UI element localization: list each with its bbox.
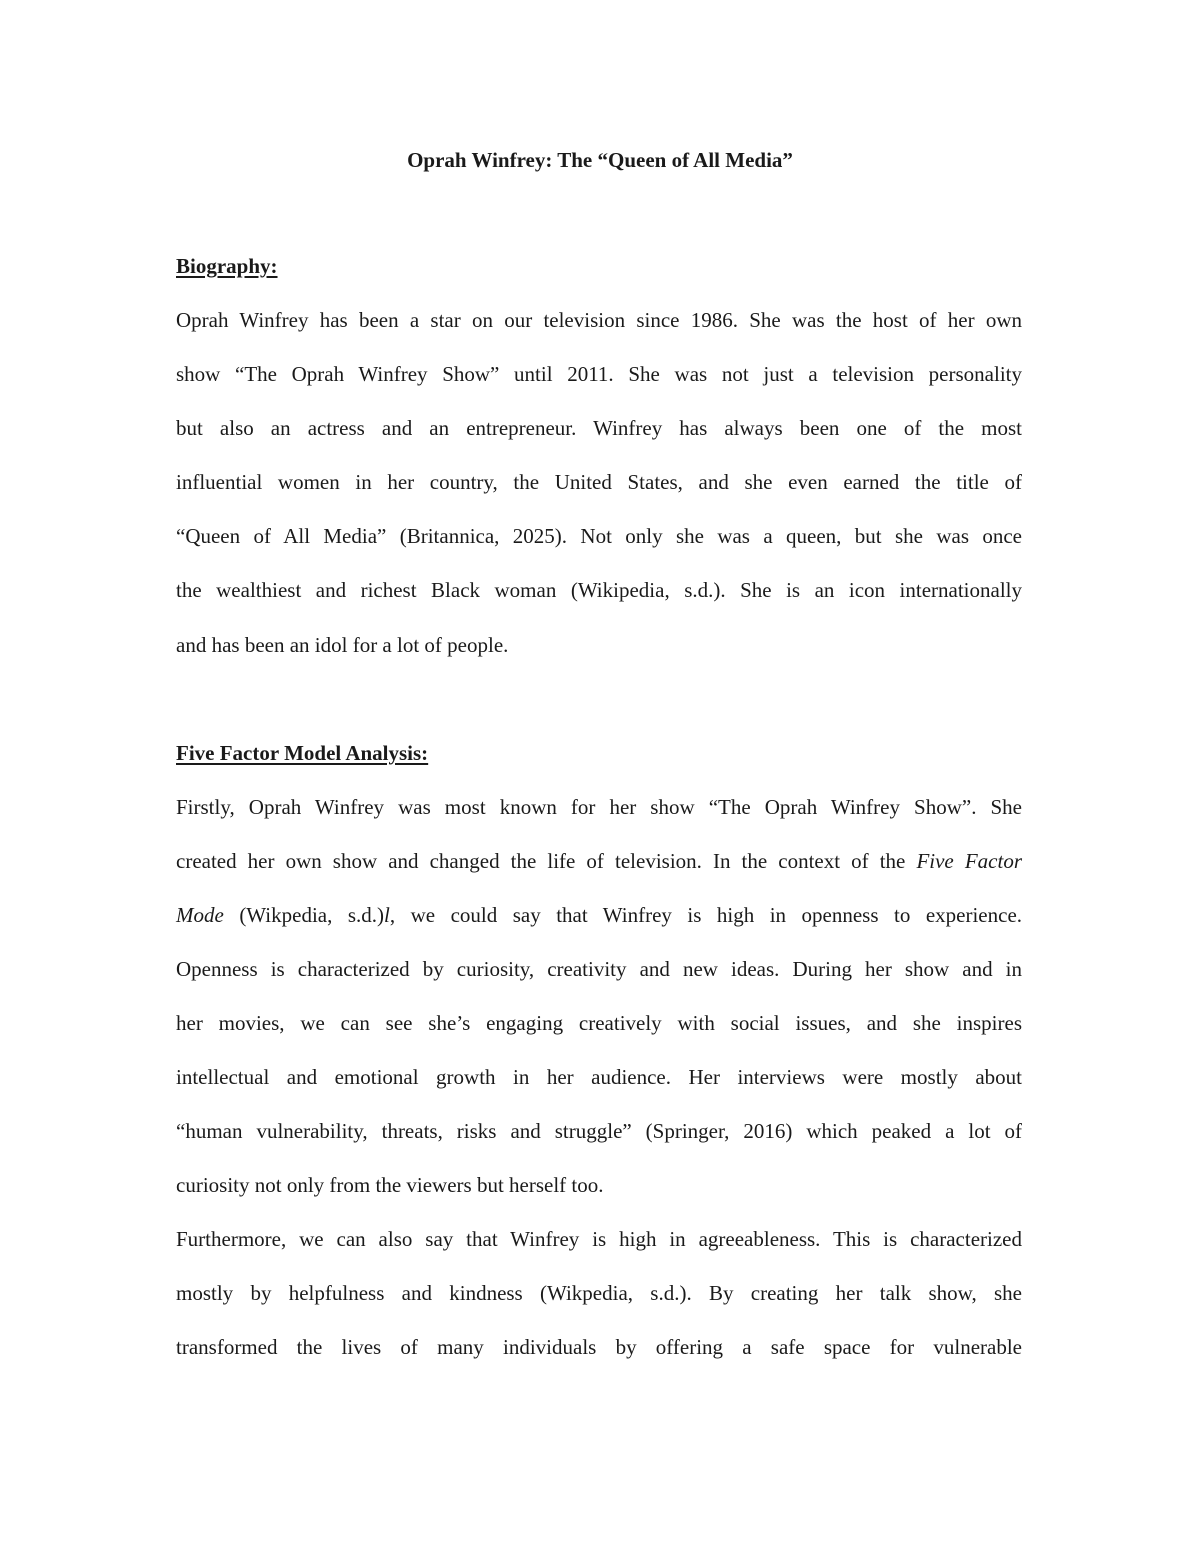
paragraph-line: Firstly, Oprah Winfrey was most known for her show “The Oprah Winfrey Show”. She <box>176 795 1022 819</box>
line-text: , we could say that Winfrey is high in openness to experience. <box>389 903 1023 927</box>
paragraph-line <box>176 900 1022 930</box>
paragraph-line: Furthermore, we can also say that Winfrey is high in agreeableness. This is characterized <box>176 1227 1022 1251</box>
paragraph-line: her movies, we can see she’s engaging creatively with social issues, and she inspires <box>176 1011 1022 1035</box>
paragraph-line: and has been an idol for a lot of people. <box>176 633 509 657</box>
italic-term: Mode <box>176 903 224 927</box>
section-heading-five-factor: Five Factor Model Analysis: <box>176 741 429 765</box>
paragraph-line: curiosity not only from the viewers but herself too. <box>176 1173 604 1197</box>
italic-letter: l <box>384 903 390 927</box>
paragraph-line: intellectual and emotional growth in her audience. Her interviews were mostly about <box>176 1065 1022 1089</box>
document-title: Oprah Winfrey: The “Queen of All Media” <box>407 148 793 172</box>
paragraph-line: “Queen of All Media” (Britannica, 2025). Not only she was a queen, but she was once <box>176 524 1022 548</box>
paragraph-line: mostly by helpfulness and kindness (Wikpedia, s.d.). By creating her talk show, she <box>176 1281 1022 1305</box>
paragraph-line: transformed the lives of many individuals by offering a safe space for vulnerable <box>176 1335 1022 1359</box>
paragraph-line: Oprah Winfrey has been a star on our television since 1986. She was the host of her own <box>176 308 1022 332</box>
paragraph-line: Openness is characterized by curiosity, creativity and new ideas. During her show and in <box>176 957 1022 981</box>
paragraph-line: show “The Oprah Winfrey Show” until 2011. She was not just a television personality <box>176 362 1022 386</box>
paragraph-line: the wealthiest and richest Black woman (Wikipedia, s.d.). She is an icon internationally <box>176 578 1022 602</box>
italic-term: Five Factor <box>916 849 1022 873</box>
paragraph-line: influential women in her country, the United States, and she even earned the title of <box>176 470 1022 494</box>
line-text: created her own show and changed the life of television. In the context of the <box>176 849 917 873</box>
section-heading-biography: Biography: <box>176 254 278 278</box>
paragraph-line: “human vulnerability, threats, risks and struggle” (Springer, 2016) which peaked a lot of <box>176 1119 1022 1143</box>
paragraph-line: but also an actress and an entrepreneur. Winfrey has always been one of the most <box>176 416 1022 440</box>
citation-text: (Wikpedia, s.d.) <box>223 903 385 927</box>
paragraph-line <box>176 846 1022 876</box>
